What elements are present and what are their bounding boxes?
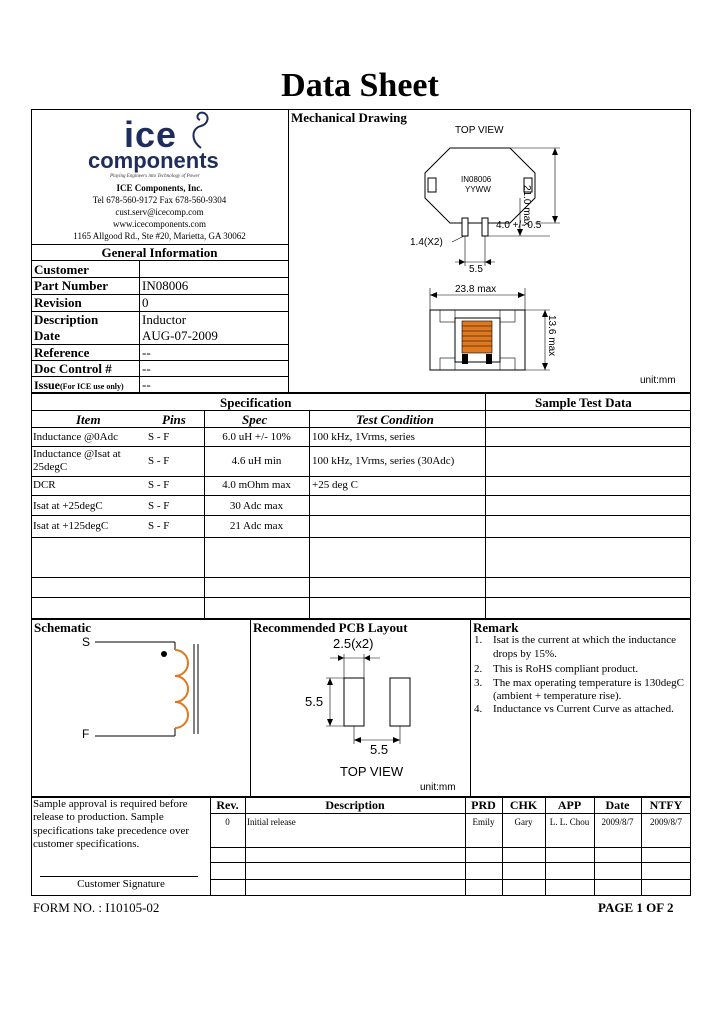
rev-col-chk: CHK: [509, 798, 538, 812]
remark-text: drops by 15%.: [493, 648, 557, 660]
spec-row-cond: +25 deg C: [312, 479, 358, 491]
rev-date-value: 2009/8/7: [601, 817, 634, 827]
mechanical-drawing: [400, 138, 590, 378]
remark-heading: Remark: [473, 620, 519, 635]
col-spec: Spec: [242, 412, 268, 427]
part-marking: IN08006: [461, 175, 492, 184]
rev-prd-value: Emily: [472, 817, 495, 827]
spec-row-spec: 21 Adc max: [229, 520, 284, 532]
pcb-heading: Recommended PCB Layout: [253, 620, 408, 635]
spec-row-pins: S - F: [148, 500, 170, 512]
company-website[interactable]: www.icecomponents.com: [113, 219, 206, 229]
company-logo: [84, 110, 244, 180]
spec-row-cond: 100 kHz, 1Vrms, series: [312, 431, 415, 443]
top-view-label: TOP VIEW: [455, 125, 504, 136]
rev-app-value: L. L. Chou: [549, 817, 590, 827]
remark-text: This is RoHS compliant product.: [493, 663, 639, 675]
rev-col-date: Date: [605, 798, 630, 812]
remark-num: 4.: [474, 703, 483, 715]
company-name: ICE Components, Inc.: [116, 183, 203, 193]
dim-pin-offset: 4.0 +/- 0.5: [496, 220, 542, 231]
schematic-heading: Schematic: [34, 620, 92, 635]
label-issue: Issue(For ICE use only): [34, 378, 124, 392]
spec-row-pins: S - F: [148, 479, 170, 491]
schematic-diagram: [90, 630, 200, 750]
dim-pin-pitch: 5.5: [469, 264, 483, 275]
rev-desc-value: Initial release: [247, 817, 296, 827]
value-revision: 0: [142, 295, 149, 310]
pcb-dim-pad-height: 5.5: [305, 694, 324, 709]
date-code-marking: YYWW: [465, 185, 491, 194]
approval-note: release to production. Sample: [33, 811, 164, 823]
pcb-dim-pad-width: 2.5(x2): [333, 636, 374, 651]
logo-tagline: Playing Engineers into Technology of Power: [110, 174, 200, 179]
dim-width: 23.8 max: [455, 284, 497, 295]
spec-row-pins: S - F: [148, 455, 170, 467]
customer-signature-label: Customer Signature: [77, 878, 165, 890]
label-doc-control: Doc Control #: [34, 361, 112, 376]
rev-col-prd: PRD: [471, 798, 496, 812]
rev-col-ntfy: NTFY: [649, 798, 683, 812]
rev-col-rev: Rev.: [216, 798, 239, 812]
spec-row-spec: 30 Adc max: [229, 500, 284, 512]
approval-note: specifications take precedence over: [33, 825, 190, 837]
col-test-condition: Test Condition: [356, 412, 434, 427]
remark-text: Inductance vs Current Curve as attached.: [493, 703, 674, 715]
spec-row-spec: 4.0 mOhm max: [222, 479, 291, 491]
rev-col-app: APP: [557, 798, 582, 812]
spec-row-item: DCR: [33, 479, 56, 491]
remark-text: Isat is the current at which the inductance: [493, 634, 676, 646]
page-title: Data Sheet: [281, 67, 439, 104]
logo-word-components: components: [88, 148, 219, 173]
company-email[interactable]: cust.serv@icecomp.com: [115, 207, 204, 217]
dim-pin-width: 1.4(X2): [410, 237, 443, 248]
spec-row-spec: 4.6 uH min: [231, 455, 282, 467]
pcb-unit: unit:mm: [420, 782, 456, 793]
company-phone: Tel 678-560-9172 Fax 678-560-9304: [92, 195, 227, 205]
spec-row-item: Isat at +125degC: [33, 520, 109, 532]
rev-col-description: Description: [325, 798, 385, 812]
schematic-pin-f: F: [82, 727, 90, 741]
spec-row-item-line2: 25degC: [33, 461, 68, 473]
col-item: Item: [76, 412, 101, 427]
mechanical-heading: Mechanical Drawing: [291, 110, 407, 125]
spec-heading: Specification: [220, 395, 292, 410]
remark-num: 2.: [474, 663, 483, 675]
sample-test-heading: Sample Test Data: [535, 395, 632, 410]
remark-num: 1.: [474, 634, 483, 646]
label-reference: Reference: [34, 345, 90, 360]
dim-side-height: 13.6 max: [546, 315, 557, 357]
label-revision: Revision: [34, 295, 82, 310]
value-part-number: IN08006: [142, 278, 189, 293]
pcb-top-view: TOP VIEW: [340, 764, 404, 779]
logo-word-ice: ice: [124, 114, 178, 155]
remark-num: 3.: [474, 677, 483, 689]
logo-swirl-icon: [188, 110, 214, 150]
spec-row-spec: 6.0 uH +/- 10%: [222, 431, 291, 443]
spec-row-pins: S - F: [148, 520, 170, 532]
col-pins: Pins: [162, 412, 186, 427]
dim-height: 21.0 max: [521, 185, 532, 227]
label-date: Date: [34, 328, 60, 343]
value-reference: --: [142, 345, 151, 360]
page-number: PAGE 1 OF 2: [598, 900, 674, 915]
rev-ntfy-value: 2009/8/7: [649, 817, 682, 827]
rev-value: 0: [225, 817, 230, 827]
spec-row-pins: S - F: [148, 431, 170, 443]
spec-row-item: Inductance @0Adc: [33, 431, 118, 443]
mechanical-unit: unit:mm: [640, 375, 676, 386]
spec-row-item: Isat at +25degC: [33, 500, 103, 512]
form-number: FORM NO. : I10105-02: [33, 900, 160, 915]
schematic-pin-s: S: [82, 635, 91, 649]
pcb-dim-pad-pitch: 5.5: [370, 742, 389, 757]
label-customer: Customer: [34, 262, 89, 277]
value-issue: --: [142, 377, 151, 392]
remark-text: The max operating temperature is 130degC: [493, 677, 684, 689]
remark-text: (ambient + temperature rise).: [493, 690, 622, 702]
label-part-number: Part Number: [34, 278, 109, 293]
spec-row-item: Inductance @Isat at: [33, 448, 121, 460]
spec-row-cond: 100 kHz, 1Vrms, series (30Adc): [312, 455, 455, 467]
value-doc-control: --: [142, 361, 151, 376]
approval-note: Sample approval is required before: [33, 798, 188, 810]
value-description: Inductor: [142, 312, 187, 327]
rev-chk-value: Gary: [514, 817, 533, 827]
value-date: AUG-07-2009: [142, 328, 218, 343]
approval-note: customer specifications.: [33, 838, 140, 850]
label-description: Description: [34, 312, 99, 327]
company-address: 1165 Allgood Rd., Ste #20, Marietta, GA 30062: [73, 231, 246, 241]
general-info-heading: General Information: [101, 245, 218, 260]
